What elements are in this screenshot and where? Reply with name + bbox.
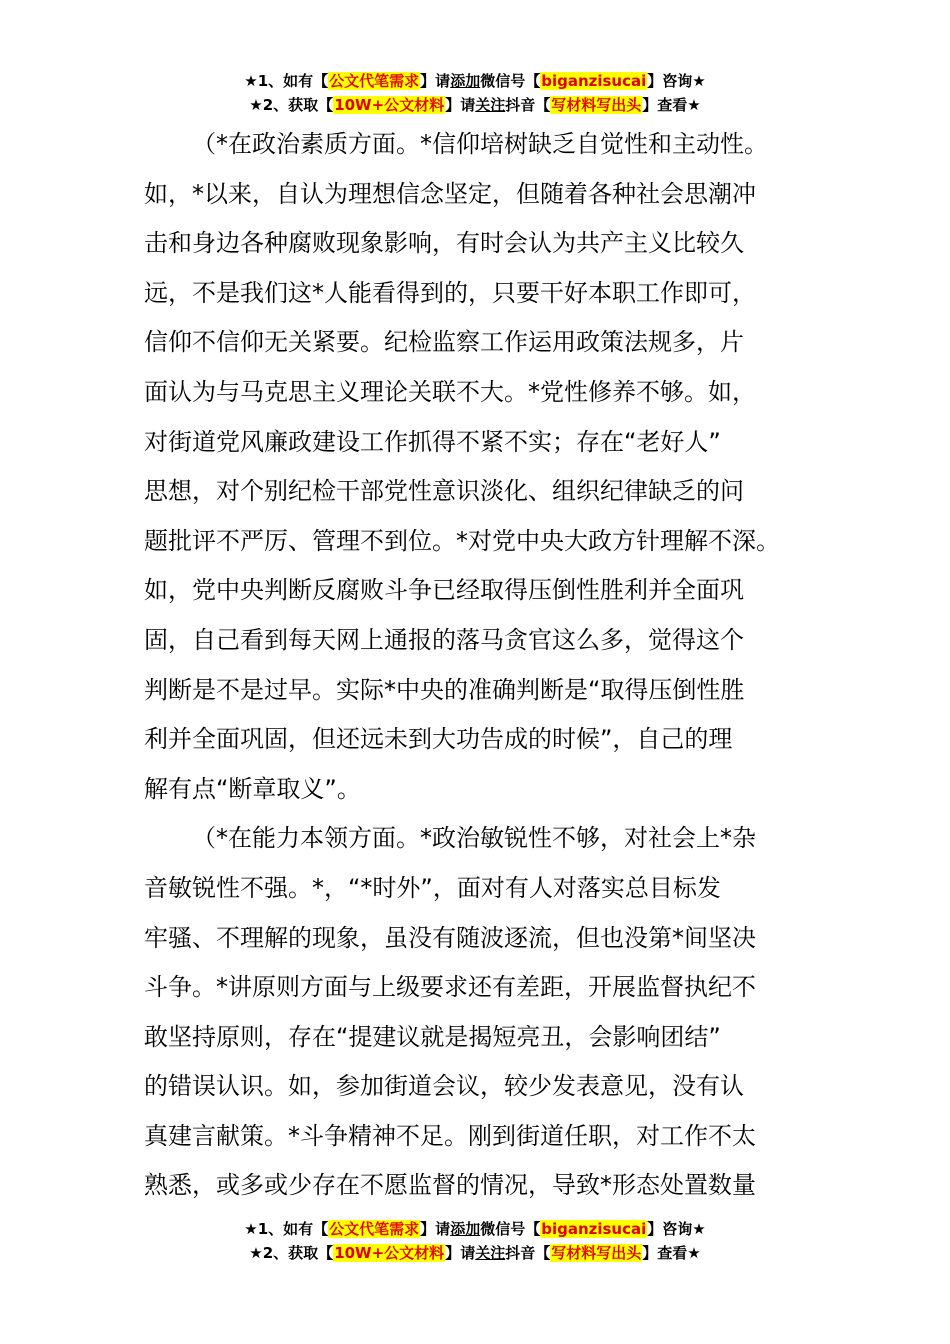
wechat-id: biganzisucai <box>541 72 647 90</box>
text-line: 如，党中央判断反腐败斗争已经取得压倒性胜利并全面巩 <box>144 576 744 605</box>
footer-banner <box>0 1218 950 1266</box>
highlight-text: 公文代笔需求 <box>329 72 420 90</box>
text-line: 熟悉，或多或少存在不愿监督的情况，导致*形态处置数量 <box>144 1171 756 1200</box>
text-line: （*在能力本领方面。*政治敏锐性不够，对社会上*杂 <box>192 824 756 853</box>
text-line: 敢坚持原则，存在“提建议就是揭短亮丑，会影响团结” <box>144 1022 721 1051</box>
highlight-text: 10W+公文材料 <box>334 1244 445 1262</box>
text-line: 牢骚、不理解的现象，虽没有随波逐流，但也没第*间坚决 <box>144 923 756 952</box>
text-line: 思想，对个别纪检干部党性意识淡化、组织纪律缺乏的问 <box>144 477 744 506</box>
text-line: （*在政治素质方面。*信仰培树缺乏自觉性和主动性。 <box>192 130 768 158</box>
highlight-text: 公文代笔需求 <box>329 1220 420 1238</box>
text-line: 利并全面巩固，但还远未到大功告成的时候”，自己的理 <box>144 725 733 754</box>
header-banner <box>0 70 950 118</box>
text-line: 斗争。*讲原则方面与上级要求还有差距，开展监督执纪不 <box>144 973 756 1002</box>
text-line: 击和身边各种腐败现象影响，有时会认为共产主义比较久 <box>144 229 744 258</box>
header-line-2: ★2、获取【10W+公文材料】请关注抖音【写材料写出头】查看★ <box>249 96 701 114</box>
text-line: 真建言献策。*斗争精神不足。刚到街道任职，对工作不太 <box>144 1121 756 1150</box>
text-line: 固，自己看到每天网上通报的落马贪官这么多，觉得这个 <box>144 625 744 654</box>
text-line: 对街道党风廉政建设工作抓得不紧不实；存在“老好人” <box>144 427 721 456</box>
text-line: 的错误认识。如，参加街道会议，较少发表意见，没有认 <box>144 1072 744 1101</box>
wechat-id: biganzisucai <box>541 1220 647 1238</box>
text-line: 面认为与马克思主义理论关联不大。*党性修养不够。如， <box>144 377 756 406</box>
paragraph-ability <box>144 814 844 1211</box>
text-line: 音敏锐性不强。*，“*时外”，面对有人对落实总目标发 <box>144 873 721 902</box>
douyin-account: 写材料写出头 <box>551 96 642 114</box>
text-line: 解有点“断章取义”。 <box>144 774 361 803</box>
text-line: 题批评不严厉、管理不到位。*对党中央大政方针理解不深。 <box>144 526 780 555</box>
paragraph-political-quality <box>144 120 844 814</box>
footer-line-2: ★2、获取【10W+公文材料】请关注抖音【写材料写出头】查看★ <box>249 1244 701 1262</box>
header-line-1: ★1、如有【公文代笔需求】请添加微信号【biganzisucai】咨询★ <box>244 72 706 90</box>
douyin-account: 写材料写出头 <box>551 1244 642 1262</box>
document-body <box>144 120 844 1211</box>
highlight-text: 10W+公文材料 <box>334 96 445 114</box>
text-line: 远，不是我们这*人能看得到的，只要干好本职工作即可， <box>144 278 756 307</box>
text-line: 判断是不是过早。实际*中央的准确判断是“取得压倒性胜 <box>144 675 745 704</box>
footer-line-1: ★1、如有【公文代笔需求】请添加微信号【biganzisucai】咨询★ <box>244 1220 706 1238</box>
text-line: 信仰不信仰无关紧要。纪检监察工作运用政策法规多，片 <box>144 328 744 357</box>
text-line: 如，*以来，自认为理想信念坚定，但随着各种社会思潮冲 <box>144 179 756 208</box>
